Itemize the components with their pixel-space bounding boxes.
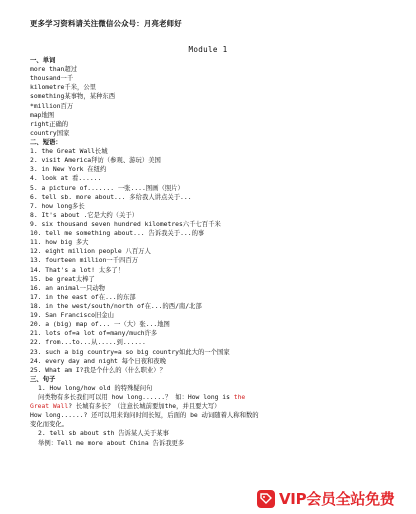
- section-line: kilometre千米，公里: [30, 84, 97, 92]
- vip-banner-text: VIP会员全站免费: [279, 490, 395, 508]
- sentence-item-2: [30, 429, 400, 447]
- section-line: 9. six thousand seven hundred kilometres六千七百千米: [30, 220, 221, 228]
- section-line: 12. eight million people 八百万人: [30, 248, 151, 256]
- section-line: 11. how big 多大: [30, 239, 89, 247]
- document-title: Module 1: [188, 45, 228, 54]
- section-line: 17. in the east of在...的东部: [30, 293, 136, 301]
- section-1: [30, 138, 400, 375]
- section-2: [30, 375, 400, 384]
- sentence-1-line-4: 变化而变化。: [30, 421, 69, 429]
- vip-banner[interactable]: [255, 483, 416, 514]
- sentence-1-head: 1. How long/how old 的特殊疑问句: [38, 384, 153, 392]
- header-note: 更多学习资料请关注微信公众号：月亮老师好: [30, 19, 182, 28]
- section-heading: 三、句子: [30, 375, 56, 383]
- section-line: 4. look at 看......: [30, 175, 102, 183]
- section-line: 5. a picture of....... 一张....图画（照片）: [30, 184, 184, 192]
- sentence-1-line-2: Great Wall? 长城有多长？（注意长城前要加the，并且要大写）: [30, 403, 221, 411]
- section-line: 19. San Francisco旧金山: [30, 312, 114, 320]
- section-line: 7. how long多长: [30, 202, 85, 210]
- section-line: 15. be great太棒了: [30, 275, 95, 283]
- section-line: 2. visit America拜访（参观、游玩）美国: [30, 157, 161, 165]
- section-line: 23. such a big country=a so big country如此大的一个国家: [30, 348, 230, 356]
- section-line: more than超过: [30, 66, 78, 74]
- section-line: 24. every day and night 每个日夜和夜晚: [30, 357, 167, 365]
- section-line: 10. tell me something about... 告诉我关于...的事: [30, 230, 205, 238]
- section-line: country国家: [30, 129, 70, 137]
- section-0: [30, 56, 400, 138]
- section-line: thousand一千: [30, 75, 74, 83]
- section-line: 18. in the west/south/north of在...的西/南/北部: [30, 302, 202, 310]
- sections: [30, 56, 400, 384]
- sentence-1-line-1: 问类物有多长我们可以用 how long......？ 如：How long is the: [38, 394, 246, 402]
- section-line: 14. That's a lot! 太多了！: [30, 266, 125, 274]
- section-line: something某事物，某种东西: [30, 93, 116, 101]
- section-line: right正确的: [30, 120, 69, 128]
- section-line: 22. from...to...从.....到......: [30, 339, 146, 347]
- sentence-2-line-1: 举例：Tell me more about China 告诉我更多: [38, 439, 185, 447]
- section-line: map地图: [30, 111, 55, 119]
- section-line: *million百万: [30, 102, 74, 110]
- section-line: 20. a (big) map of... 一（大）张...地图: [30, 321, 170, 329]
- document-content: [30, 56, 400, 448]
- section-line: 25. What am I?我是个什么的（什么职业）？: [30, 366, 166, 374]
- section-line: 6. tell sb. more about... 多给我人讲点关于...: [30, 193, 192, 201]
- section-line: 21. lots of=a lot of=many/much许多: [30, 330, 158, 338]
- sentence-item-1: [30, 384, 400, 430]
- section-heading: 一、单词: [30, 57, 56, 64]
- section-heading: 二、短语：: [30, 138, 62, 146]
- section-line: 3. in New York 在纽约: [30, 166, 107, 174]
- vip-tag-icon: [257, 490, 275, 508]
- sentence-2-head: 2. tell sb about sth 告诉某人关于某事: [38, 430, 169, 438]
- sentence-1-line-3: How long......? 还可以用来询问时间长短，后面的 be 动词随着人称和数的: [30, 412, 259, 420]
- section-line: 8. It's about .它是大约（关于）: [30, 211, 139, 219]
- section-line: 1. the Great Wall长城: [30, 148, 108, 156]
- section-line: 13. fourteen million一千四百万: [30, 257, 139, 265]
- section-line: 16. an animal一只动物: [30, 284, 106, 292]
